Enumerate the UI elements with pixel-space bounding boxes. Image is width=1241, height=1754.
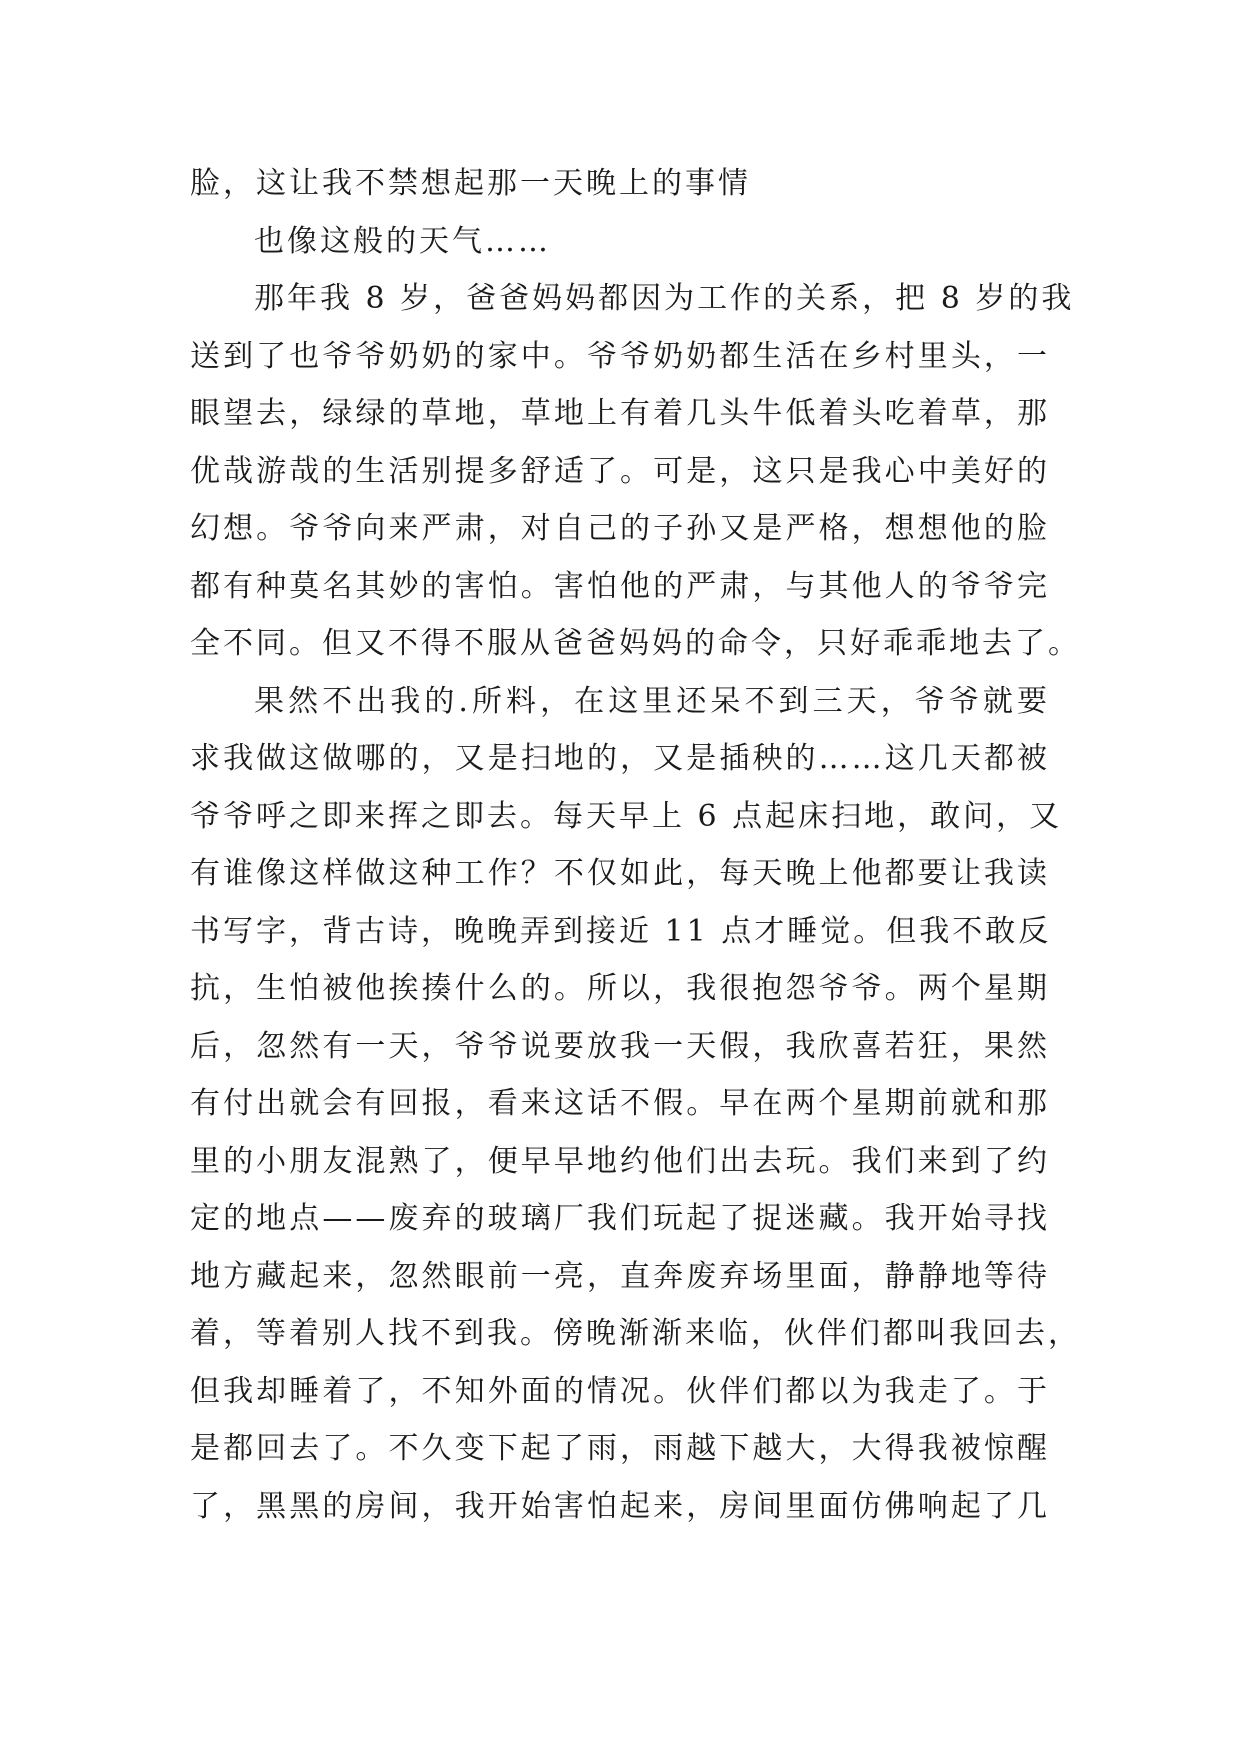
document-body (190, 155, 1081, 1535)
text-line: 优哉游哉的生活别提多舒适了。可是，这只是我心中美好的 (190, 453, 1050, 489)
text-line: 脸，这让我不禁想起那一天晚上的事情 (190, 166, 751, 201)
text-line: 了，黑黑的房间，我开始害怕起来，房间里面仿佛响起了几 (190, 1488, 1050, 1524)
text-line: 也像这般的天气…… (254, 223, 551, 259)
text-line: 书写字，背古诗，晚晚弄到接近 11 点才睡觉。但我不敢反 (190, 913, 1052, 949)
text-line: 求我做这做哪的，又是扫地的，又是插秧的……这几天都被 (190, 741, 1050, 776)
text-line: 里的小朋友混熟了，便早早地约他们出去玩。我们来到了约 (190, 1143, 1050, 1179)
text-line: 有谁像这样做这种工作？不仅如此，每天晚上他都要让我读 (190, 856, 1050, 891)
text-line: 送到了也爷爷奶奶的家中。爷爷奶奶都生活在乡村里头，一 (190, 338, 1050, 374)
paragraph-3 (190, 270, 1081, 673)
text-line: 有付出就会有回报，看来这话不假。早在两个星期前就和那 (190, 1086, 1050, 1121)
text-line: 果然不出我的.所料，在这里还呆不到三天，爷爷就要 (254, 683, 1050, 719)
paragraph-4 (190, 673, 1081, 1536)
text-line: 那年我 8 岁，爸爸妈妈都因为工作的关系，把 8 岁的我 (254, 281, 1075, 316)
text-line: 后，忽然有一天，爷爷说要放我一天假，我欣喜若狂，果然 (190, 1028, 1050, 1064)
text-line: 着，等着别人找不到我。傍晚渐渐来临，伙伴们都叫我回去， (190, 1316, 1081, 1351)
text-line: 是都回去了。不久变下起了雨，雨越下越大，大得我被惊醒 (190, 1431, 1050, 1466)
text-line: 地方藏起来，忽然眼前一亮，直奔废弃场里面，静静地等待 (190, 1258, 1050, 1294)
paragraph-2 (190, 213, 1050, 271)
paragraph-1 (190, 155, 1050, 213)
text-line: 眼望去，绿绿的草地，草地上有着几头牛低着头吃着草，那 (190, 396, 1050, 431)
text-line: 全不同。但又不得不服从爸爸妈妈的命令，只好乖乖地去了。 (190, 626, 1081, 661)
text-line: 幻想。爷爷向来严肃，对自己的子孙又是严格，想想他的脸 (190, 511, 1050, 546)
text-line: 抗，生怕被他挨揍什么的。所以，我很抱怨爷爷。两个星期 (190, 971, 1050, 1006)
text-line: 都有种莫名其妙的害怕。害怕他的严肃，与其他人的爷爷完 (190, 568, 1050, 604)
text-line: 爷爷呼之即来挥之即去。每天早上 6 点起床扫地，敢问，又 (190, 798, 1063, 834)
text-line: 定的地点——废弃的玻璃厂我们玩起了捉迷藏。我开始寻找 (190, 1201, 1050, 1236)
text-line: 但我却睡着了，不知外面的情况。伙伴们都以为我走了。于 (190, 1373, 1050, 1409)
